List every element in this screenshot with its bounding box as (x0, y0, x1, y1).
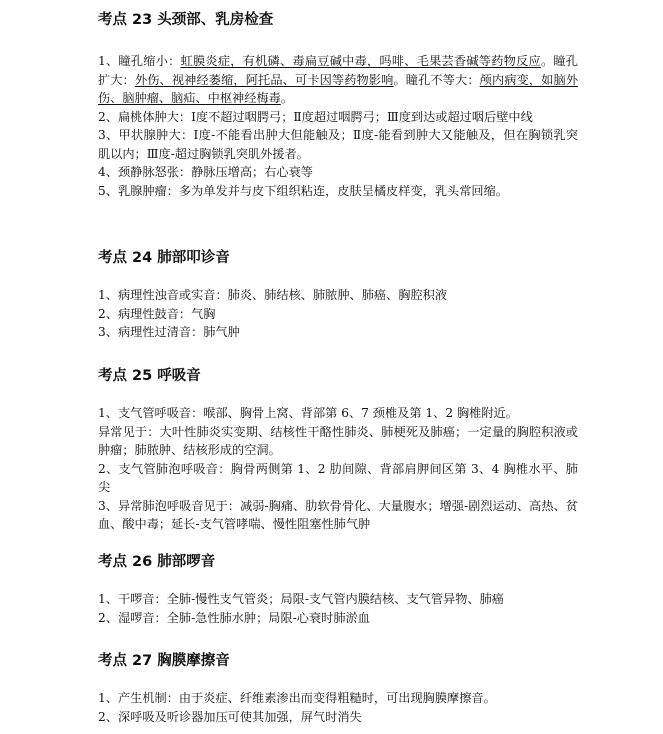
list-item: 2、病理性鼓音：气胸 (98, 306, 216, 321)
list-item: 2、扁桃体肿大：Ⅰ度不超过咽腭弓；Ⅱ度超过咽腭弓；Ⅲ度到达或超过咽后壁中线 (98, 109, 533, 124)
section-kaodian-25 (98, 366, 578, 534)
list-item: 2、湿啰音：全肺-急性肺水肿；局限-心衰时肺淤血 (98, 610, 370, 625)
section-items (98, 286, 578, 342)
list-item: 2、支气管肺泡呼吸音：胸骨两侧第 1、2 肋间隙、背部肩胛间区第 3、4 胸椎水平、肺尖 (98, 461, 578, 494)
section-kaodian-26 (98, 552, 578, 627)
list-item: 异常见于：大叶性肺炎实变期、结核性干酪性肺炎、肺梗死及肺癌；一定量的胸腔积液或肿瘤；肺脓肿、结核形成的空洞。 (98, 424, 578, 457)
list-item: 3、异常肺泡呼吸音见于：减弱-胸痛、肋软骨骨化、大量腹水；增强-剧烈运动、高热、贫血、酸中毒；延长-支气管哮喘、慢性阻塞性肺气肿 (98, 498, 578, 531)
section-kaodian-23 (98, 10, 578, 200)
section-heading: 考点 25 呼吸音 (98, 368, 201, 384)
list-item: 1、干啰音：全肺-慢性支气管炎；局限-支气管内膜结核、支气管异物、肺癌 (98, 592, 504, 606)
item-text: 。 (280, 91, 293, 105)
underlined-text: 虹膜炎症，有机磷、毒扁豆碱中毒，吗啡、毛果芸香碱等药物反应 (180, 54, 541, 68)
section-items (98, 590, 578, 627)
section-kaodian-27 (98, 651, 578, 726)
section-heading: 考点 23 头颈部、乳房检查 (98, 12, 274, 28)
list-item: 1、病理性浊音或实音：肺炎、肺结核、肺脓肿、肺癌、胸腔积液 (98, 288, 448, 302)
list-item (98, 52, 578, 108)
section-items (98, 52, 578, 200)
item-text: 。瞳孔扩大： (98, 54, 578, 87)
list-item: 3、甲状腺肿大：Ⅰ度-不能看出肿大但能触及；Ⅱ度-能看到肿大又能触及，但在胸锁乳突肌以内；Ⅲ度-超过胸锁乳突肌外援者。 (98, 128, 578, 161)
item-text: 1、瞳孔缩小： (98, 54, 181, 68)
list-item: 1、支气管呼吸音：喉部、胸骨上窝、背部第 6、7 颈椎及第 1、2 胸椎附近。 (98, 406, 518, 420)
underlined-text: 颅内病变，如脑外伤、脑肿瘤、脑疝、中枢神经梅毒 (98, 72, 579, 105)
list-item: 5、乳腺肿瘤：多为单发并与皮下组织粘连，皮肤呈橘皮样变，乳头常回缩。 (98, 183, 508, 198)
list-item: 1、产生机制：由于炎症、纤维素渗出而变得粗糙时，可出现胸膜摩擦音。 (98, 691, 496, 705)
section-kaodian-24 (98, 248, 578, 342)
section-items (98, 689, 578, 726)
section-heading: 考点 27 胸膜摩擦音 (98, 653, 230, 669)
list-item: 2、深呼吸及听诊器加压可使其加强，屏气时消失 (98, 709, 362, 724)
section-items (98, 404, 578, 534)
item-text: 。瞳孔不等大： (393, 72, 480, 87)
list-item: 3、病理性过清音：肺气肿 (98, 325, 240, 339)
section-heading: 考点 24 肺部叩诊音 (98, 250, 230, 266)
section-heading: 考点 26 肺部啰音 (98, 554, 216, 570)
underlined-text: 外伤、视神经萎缩，阿托品、可卡因等药物影响 (134, 72, 394, 87)
list-item: 4、颈静脉怒张：静脉压增高；右心衰等 (98, 165, 313, 179)
